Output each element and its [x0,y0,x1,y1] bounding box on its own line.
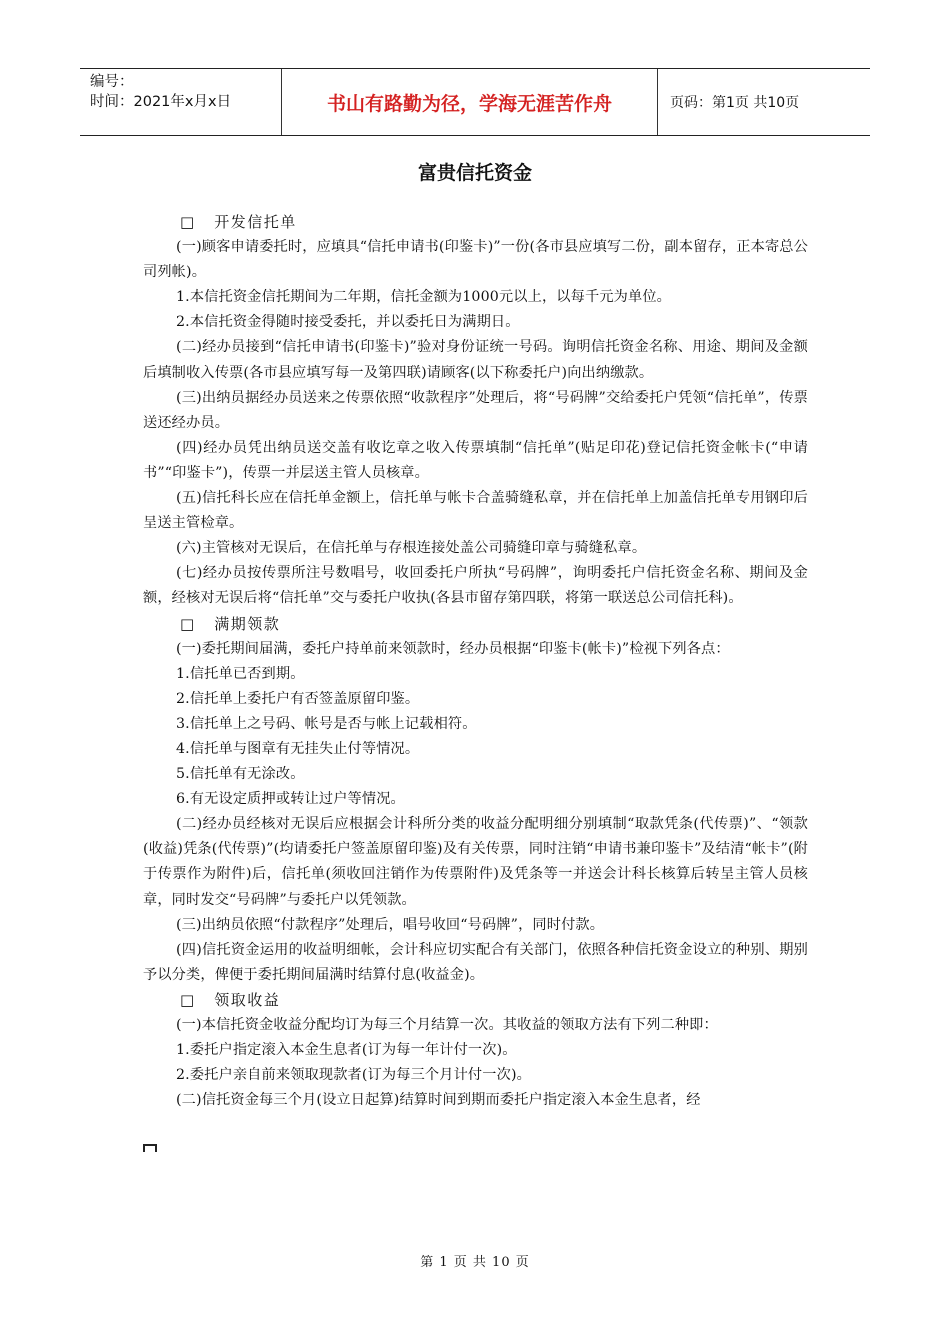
paragraph: (一)本信托资金收益分配均订为每三个月结算一次。其收益的领取方法有下列二种即： [176,1017,718,1033]
header-left-cell [80,69,281,135]
paragraph: (三)出纳员据经办员送来之传票依照“收款程序”处理后，将“号码牌”交给委托户凭领“信托单”，传票送还经办员。 [143,389,808,431]
paragraph: (四)经办员凭出纳员送交盖有收讫章之收入传票填制“信托单”(贴足印花)登记信托资金帐卡(“申请书”“印鉴卡”)，传票一并层送主管人员核章。 [143,439,808,481]
paragraph: (二)经办员经核对无误后应根据会计科所分类的收益分配明细分别填制“取款凭条(代传票)”、“领款(收益)凭条(代传票)”(均请委托户签盖原留印鉴)及有关传票，同时注销“申请书兼印鉴卡”及结清“帐卡”(附于传票作为附件)后，信托单(须收回注销作为传票附件)及凭条等一并送会计科长核算后转呈主管人员核章，同时发交“号码牌”与委托户以凭领款。 [143,816,808,908]
paragraph: 2.委托户亲自前来领取现款者(订为每三个月计付一次)。 [176,1067,531,1084]
paragraph: (七)经办员按传票所注号数唱号，收回委托户所执“号码牌”，询明委托户信托资金名称、期间及金额，经核对无误后将“信托单”交与委托户收执(各县市留存第四联，将第一联送总公司信托科)。 [143,565,808,607]
checkbox-icon: □ [180,990,195,1009]
paragraph: 2.本信托资金得随时接受委托，并以委托日为满期日。 [176,314,520,331]
document-number-label: 编号： [90,74,134,90]
paragraph: 4.信托单与图章有无挂失止付等情况。 [176,740,420,757]
paragraph: (三)出纳员依照“付款程序”处理后，唱号收回“号码牌”，同时付款。 [176,916,605,933]
paragraph: (四)信托资金运用的收益明细帐，会计科应切实配合有关部门，依照各种信托资金设立的种别、期别予以分类，俾便于委托期间届满时结算付息(收益金)。 [143,941,808,983]
checkbox-icon: □ [180,614,195,633]
header-page-info: 页码：第1页 共10页 [670,95,800,111]
paragraph: (一)委托期间届满，委托户持单前来领款时，经办员根据“印鉴卡(帐卡)”检视下列各点： [176,640,730,657]
checkbox-icon: □ [180,213,195,231]
paragraph: 3.信托单上之号码、帐号是否与帐上记载相符。 [176,715,477,732]
paragraph: 1.本信托资金信托期间为二年期，信托金额为1000元以上，以每千元为单位。 [176,289,672,306]
page-footer: 第 1 页 共 10 页 [420,1255,530,1270]
paragraph: (六)主管核对无误后，在信托单与存根连接处盖公司骑缝印章与骑缝私章。 [176,540,647,557]
binding-mark-icon [143,1144,157,1154]
header-motto: 书山有路勤为径，学海无涯苦作舟 [281,69,658,135]
section-heading [143,612,808,637]
document-time-label: 时间：2021年x月x日 [90,94,232,110]
paragraph: 5.信托单有无涂改。 [176,766,305,783]
header-table [80,68,870,136]
paragraph: (二)经办员接到“信托申请书(印鉴卡)”验对身份证统一号码。询明信托资金名称、用途、期间及金额后填制收入传票(各市县应填写每一及第四联)请顾客(以下称委托户)向出纳缴款。 [143,339,808,381]
paragraph: (一)顾客申请委托时，应填具“信托申请书(印鉴卡)”一份(各市县应填写二份，副本留存，正本寄总公司列帐)。 [143,239,808,281]
document-title: 富贵信托资金 [417,162,532,184]
paragraph: 1.委托户指定滚入本金生息者(订为每一年计付一次)。 [176,1042,517,1059]
paragraph: 6.有无设定质押或转让过户等情况。 [176,791,405,808]
section-heading [143,210,808,235]
section-heading [143,988,808,1013]
paragraph: 2.信托单上委托户有否签盖原留印鉴。 [176,690,420,707]
document-body [143,210,808,1113]
section-title: 领取收益 [214,990,281,1009]
paragraph: (五)信托科长应在信托单金额上，信托单与帐卡合盖骑缝私章，并在信托单上加盖信托单专用钢印后呈送主管检章。 [143,490,808,532]
section-title: 开发信托单 [214,213,297,231]
paragraph: (二)信托资金每三个月(设立日起算)结算时间到期而委托户指定滚入本金生息者，经 [176,1092,701,1109]
section-title: 满期领款 [214,614,281,633]
paragraph: 1.信托单已否到期。 [176,665,305,682]
